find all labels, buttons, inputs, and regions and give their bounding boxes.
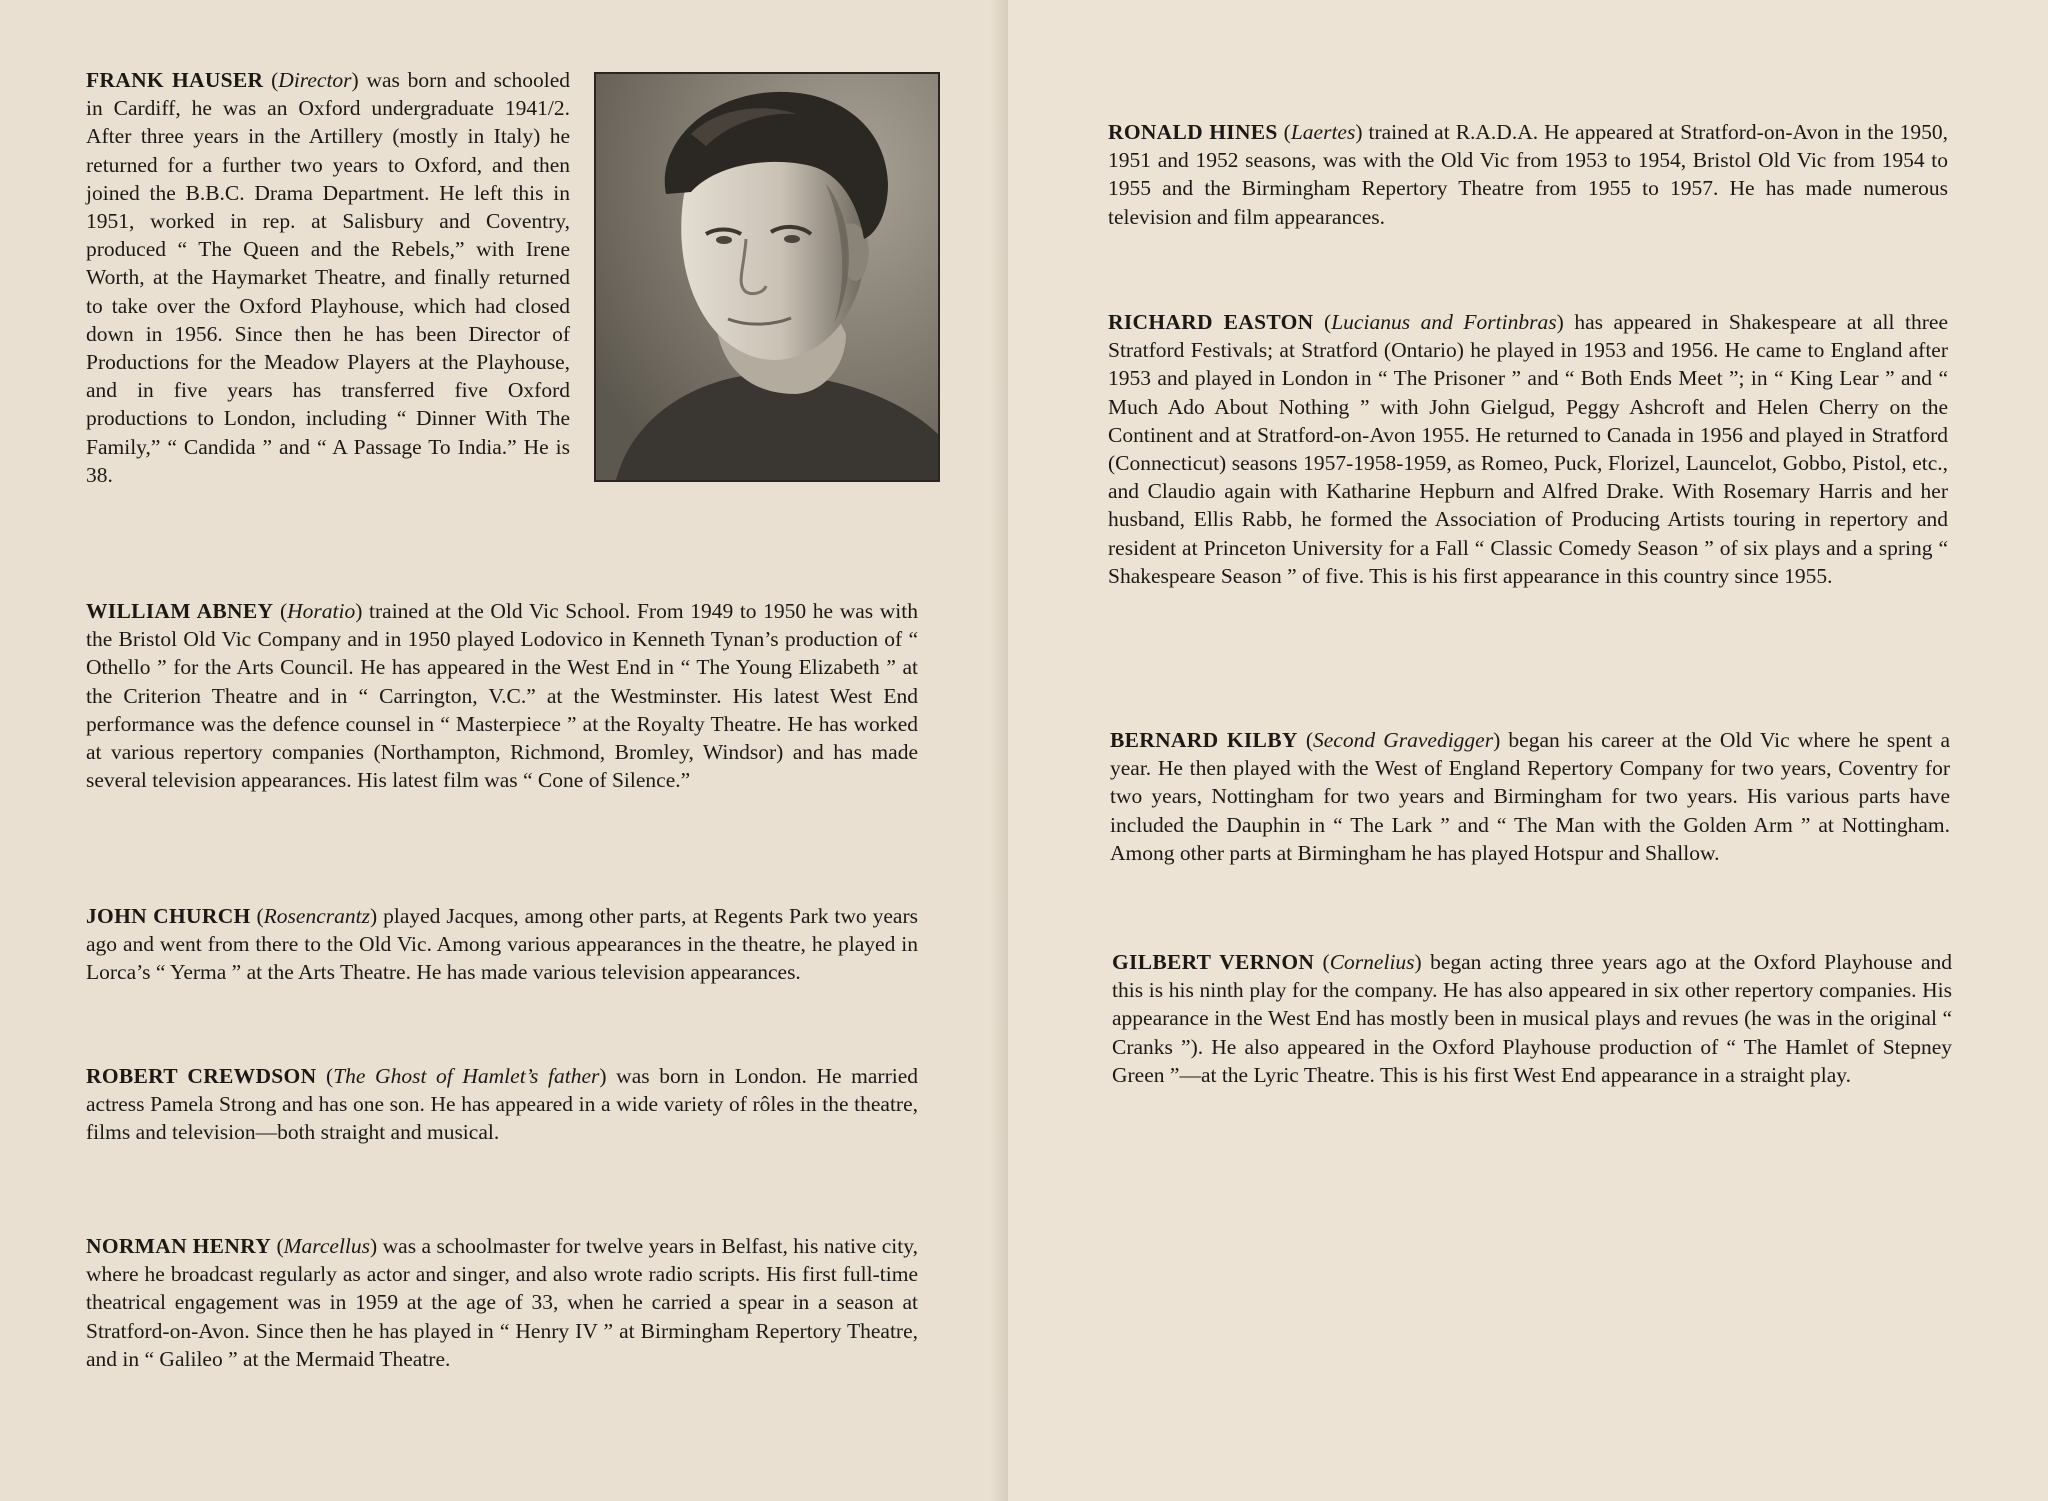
- bio-role: Laertes: [1290, 120, 1356, 144]
- right-page: [1008, 0, 2048, 1501]
- bio-role: The Ghost of Hamlet’s father: [333, 1064, 600, 1088]
- bio-text: was born and schooled in Cardiff, he was an Oxford undergraduate 1941/2. After three years in the Artillery (mostly in Italy) he returned for a further two years to Oxford, and then joined the B.B.C. Drama Department. He left this in 1951, worked in rep. at Salisbury and Coventry, produced “ The Queen and the Rebels,” with Irene Worth, at the Haymarket Theatre, and finally returned to take over the Oxford Playhouse, which had closed down in 1956. Since then he has been Director of Productions for the Meadow Players at the Playhouse, and in five years has transferred five Oxford productions to London, including “ Dinner With The Family,” “ Candida ” and “ A Passage To India.” He is 38.: [86, 68, 570, 487]
- bio-text: has appeared in Shakespeare at all three Stratford Festivals; at Stratford (Ontario) he played in 1953 and 1956. He came to England after 1953 and played in London in “ The Prisoner ” and “ Both Ends Meet ”; in “ King Lear ” and “ Much Ado About Nothing ” with John Gielgud, Peggy Ashcroft and Helen Cherry on the Continent and at Stratford-on-Avon 1955. He returned to Canada in 1956 and played in Stratford (Connecticut) seasons 1957-1958-1959, as Romeo, Puck, Florizel, Launcelot, Gobbo, Pistol, etc., and Claudio again with Katharine Hepburn and Alfred Drake. With Rosemary Harris and her husband, Ellis Rabb, he formed the Association of Producing Artists touring in repertory and resident at Princeton University for a Fall “ Classic Comedy Season ” of six plays and a spring “ Shakespeare Season ” of five. This is his first appearance in this country since 1955.: [1108, 310, 1948, 588]
- bio-text: trained at the Old Vic School. From 1949 to 1950 he was with the Bristol Old Vic Company and in 1950 played Lodovico in Kenneth Tynan’s production of “ Othello ” for the Arts Council. He has appeared in the West End in “ The Young Elizabeth ” at the Criterion Theatre and in “ Carrington, V.C.” at the Westminster. His latest West End performance was the defence counsel in “ Masterpiece ” at the Royalty Theatre. He has worked at various repertory companies (Northampton, Richmond, Bromley, Windsor) and has made several television appearances. His latest film was “ Cone of Silence.”: [86, 599, 918, 793]
- bio-text: was a schoolmaster for twelve years in Belfast, his native city, where he broadcast regularly as actor and singer, and also wrote radio scripts. His first full-time theatrical engagement was in 1959 at the age of 33, when he carried a spear in a season at Stratford-on-Avon. Since then he has played in “ Henry IV ” at Birmingham Repertory Theatre, and in “ Galileo ” at the Mermaid Theatre.: [86, 1234, 918, 1371]
- bio-name: RONALD HINES: [1108, 120, 1278, 144]
- bio-name: NORMAN HENRY: [86, 1234, 272, 1258]
- bio-name: WILLIAM ABNEY: [86, 599, 274, 623]
- director-portrait-photo: [594, 72, 940, 482]
- bio-william-abney: WILLIAM ABNEY (Horatio) trained at the Old Vic School. From 1949 to 1950 he was with the Bristol Old Vic Company and in 1950 played Lodovico in Kenneth Tynan’s production of “ Othello ” for the Arts Council. He has appeared in the West End in “ The Young Elizabeth ” at the Criterion Theatre and in “ Carrington, V.C.” at the Westminster. His latest West End performance was the defence counsel in “ Masterpiece ” at the Royalty Theatre. He has worked at various repertory companies (Northampton, Richmond, Bromley, Windsor) and has made several television appearances. His latest film was “ Cone of Silence.”: [86, 599, 918, 793]
- bio-name: BERNARD KILBY: [1110, 728, 1298, 752]
- bio-name: GILBERT VERNON: [1112, 950, 1315, 974]
- bio-role: Horatio: [287, 599, 356, 623]
- bio-role: Rosencrantz: [263, 904, 370, 928]
- bio-text: began acting three years ago at the Oxford Playhouse and this is his ninth play for the company. He has also appeared in six other repertory companies. His appearance in the West End has mostly been in musical plays and revues (he was in the original “ Cranks ”). He also appeared in the Oxford Playhouse production of “ The Hamlet of Stepney Green ”—at the Lyric Theatre. This is his first West End appearance in a straight play.: [1112, 950, 1952, 1087]
- bio-frank-hauser: FRANK HAUSER (Director) was born and schooled in Cardiff, he was an Oxford undergraduate 1941/2. After three years in the Artillery (mostly in Italy) he returned for a further two years to Oxford, and then joined the B.B.C. Drama Department. He left this in 1951, worked in rep. at Salisbury and Coventry, produced “ The Queen and the Rebels,” with Irene Worth, at the Haymarket Theatre, and finally returned to take over the Oxford Playhouse, which had closed down in 1956. Since then he has been Director of Productions for the Meadow Players at the Playhouse, and in five years has transferred five Oxford productions to London, including “ Dinner With The Family,” “ Candida ” and “ A Passage To India.” He is 38.: [86, 68, 570, 487]
- bio-role: Lucianus and Fortinbras: [1331, 310, 1557, 334]
- left-page: [0, 0, 1008, 1501]
- bio-name: FRANK HAUSER: [86, 68, 264, 92]
- bio-name: JOHN CHURCH: [86, 904, 251, 928]
- bio-john-church: JOHN CHURCH (Rosencrantz) played Jacques, among other parts, at Regents Park two years ago and went from there to the Old Vic. Among various appearances in the theatre, he played in Lorca’s “ Yerma ” at the Arts Theatre. He has made various television appearances.: [86, 904, 918, 985]
- bio-bernard-kilby: BERNARD KILBY (Second Gravedigger) began his career at the Old Vic where he spent a year. He then played with the West of England Repertory Company for two years, Coventry for two years, Nottingham for two years and Birmingham for two years. His various parts have included the Dauphin in “ The Lark ” and “ The Man with the Golden Arm ” at Nottingham. Among other parts at Birmingham he has played Hotspur and Shallow.: [1110, 728, 1950, 865]
- bio-ronald-hines: RONALD HINES (Laertes) trained at R.A.D.A. He appeared at Stratford-on-Avon in the 1950, 1951 and 1952 seasons, was with the Old Vic from 1953 to 1954, Bristol Old Vic from 1954 to 1955 and the Birmingham Repertory Theatre from 1955 to 1957. He has made numerous television and film appearances.: [1108, 120, 1948, 229]
- bio-role: Marcellus: [283, 1234, 371, 1258]
- bio-role: Director: [278, 68, 352, 92]
- portrait-illustration: [596, 74, 938, 480]
- bio-norman-henry: NORMAN HENRY (Marcellus) was a schoolmaster for twelve years in Belfast, his native city, where he broadcast regularly as actor and singer, and also wrote radio scripts. His first full-time theatrical engagement was in 1959 at the age of 33, when he carried a spear in a season at Stratford-on-Avon. Since then he has played in “ Henry IV ” at Birmingham Repertory Theatre, and in “ Galileo ” at the Mermaid Theatre.: [86, 1234, 918, 1371]
- bio-text: began his career at the Old Vic where he spent a year. He then played with the West of England Repertory Company for two years, Coventry for two years, Nottingham for two years and Birmingham for two years. His various parts have included the Dauphin in “ The Lark ” and “ The Man with the Golden Arm ” at Nottingham. Among other parts at Birmingham he has played Hotspur and Shallow.: [1110, 728, 1950, 865]
- bio-text: played Jacques, among other parts, at Regents Park two years ago and went from there to the Old Vic. Among various appearances in the theatre, he played in Lorca’s “ Yerma ” at the Arts Theatre. He has made various television appearances.: [86, 904, 918, 985]
- bio-robert-crewdson: ROBERT CREWDSON (The Ghost of Hamlet’s father) was born in London. He married actress Pamela Strong and has one son. He has appeared in a wide variety of rôles in the theatre, films and television—both straight and musical.: [86, 1064, 918, 1145]
- bio-richard-easton: RICHARD EASTON (Lucianus and Fortinbras) has appeared in Shakespeare at all three Stratford Festivals; at Stratford (Ontario) he played in 1953 and 1956. He came to England after 1953 and played in London in “ The Prisoner ” and “ Both Ends Meet ”; in “ King Lear ” and “ Much Ado About Nothing ” with John Gielgud, Peggy Ashcroft and Helen Cherry on the Continent and at Stratford-on-Avon 1955. He returned to Canada in 1956 and played in Stratford (Connecticut) seasons 1957-1958-1959, as Romeo, Puck, Florizel, Launcelot, Gobbo, Pistol, etc., and Claudio again with Katharine Hepburn and Alfred Drake. With Rosemary Harris and her husband, Ellis Rabb, he formed the Association of Producing Artists touring in repertory and resident at Princeton University for a Fall “ Classic Comedy Season ” of six plays and a spring “ Shakespeare Season ” of five. This is his first appearance in this country since 1955.: [1108, 310, 1948, 588]
- bio-text: was born in London. He married actress Pamela Strong and has one son. He has appeared in a wide variety of rôles in the theatre, films and television—both straight and musical.: [86, 1064, 918, 1145]
- bio-text: trained at R.A.D.A. He appeared at Stratford-on-Avon in the 1950, 1951 and 1952 seasons, was with the Old Vic from 1953 to 1954, Bristol Old Vic from 1954 to 1955 and the Birmingham Repertory Theatre from 1955 to 1957. He has made numerous television and film appearances.: [1108, 120, 1948, 229]
- bio-name: RICHARD EASTON: [1108, 310, 1314, 334]
- bio-role: Cornelius: [1329, 950, 1415, 974]
- bio-name: ROBERT CREWDSON: [86, 1064, 317, 1088]
- bio-role: Second Gravedigger: [1312, 728, 1494, 752]
- bio-gilbert-vernon: GILBERT VERNON (Cornelius) began acting three years ago at the Oxford Playhouse and this is his ninth play for the company. He has also appeared in six other repertory companies. His appearance in the West End has mostly been in musical plays and revues (he was in the original “ Cranks ”). He also appeared in the Oxford Playhouse production of “ The Hamlet of Stepney Green ”—at the Lyric Theatre. This is his first West End appearance in a straight play.: [1112, 950, 1952, 1087]
